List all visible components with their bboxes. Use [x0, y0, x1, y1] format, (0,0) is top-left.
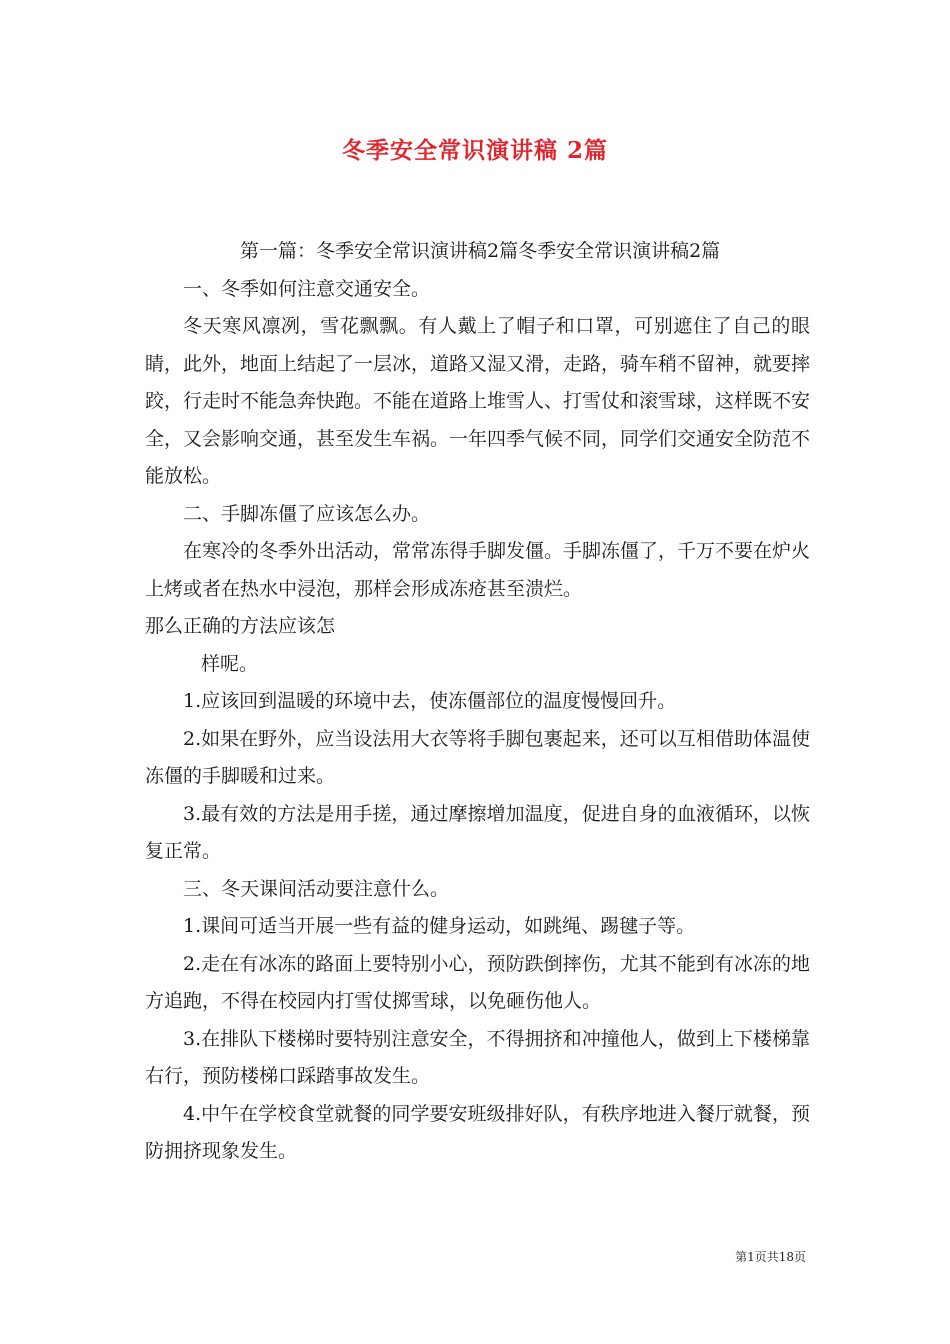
paragraph-intro: 第一篇：冬季安全常识演讲稿2篇冬季安全常识演讲稿2篇 — [240, 240, 721, 262]
list-item-wrap-limbs: 2.如果在野外，应当设法用大衣等将手脚包裹起来，还可以互相借助体温使冻僵的手脚暖和过来。 — [145, 727, 810, 787]
list-item-icy-road: 2.走在有冰冻的路面上要特别小心，预防跌倒摔伤，尤其不能到有冰冻的地方追跑，不得在校园内打雪仗掷雪球，以免砸伤他人。 — [145, 952, 810, 1012]
paragraph-question-end: 样呢。 — [201, 652, 259, 675]
page-number: 第1页共18页 — [735, 1250, 806, 1264]
list-item-canteen: 4.中午在学校食堂就餐的同学要安班级排好队，有秩序地进入餐厅就餐，预防拥挤现象发生。 — [145, 1102, 810, 1162]
section-heading-frozen-limbs: 二、手脚冻僵了应该怎么办。 — [183, 502, 431, 525]
list-item-rub-hands: 3.最有效的方法是用手搓，通过摩擦增加温度，促进自身的血液循环，以恢复正常。 — [145, 802, 810, 862]
document-body — [145, 233, 810, 1171]
paragraph-traffic: 冬天寒风凛冽，雪花飘飘。有人戴上了帽子和口罩，可别遮住了自己的眼睛，此外，地面上结起了一层冰，道路又湿又滑，走路，骑车稍不留神，就要摔跤，行走时不能急奔快跑。不能在道路上堆雪人、打雪仗和滚雪球，这样既不安全，又会影响交通，甚至发生车祸。一年四季气候不同，同学们交通安全防范不能放松。 — [145, 315, 811, 487]
section-heading-traffic: 一、冬季如何注意交通安全。 — [183, 277, 431, 300]
paragraph-frozen-limbs: 在寒冷的冬季外出活动，常常冻得手脚发僵。手脚冻僵了，千万不要在炉火上烤或者在热水中浸泡，那样会形成冻疮甚至溃烂。 — [145, 540, 811, 600]
paragraph-question-start: 那么正确的方法应该怎 — [145, 615, 336, 637]
document-title: 冬季安全常识演讲稿 2篇 — [341, 137, 608, 164]
list-item-warm-environment: 1.应该回到温暖的环境中去，使冻僵部位的温度慢慢回升。 — [183, 690, 677, 712]
section-heading-recess: 三、冬天课间活动要注意什么。 — [183, 877, 450, 900]
list-item-exercise: 1.课间可适当开展一些有益的健身运动，如跳绳、踢毽子等。 — [183, 915, 696, 937]
list-item-stairs: 3.在排队下楼梯时要特别注意安全，不得拥挤和冲撞他人，做到上下楼梯靠右行，预防楼梯口踩踏事故发生。 — [145, 1027, 810, 1087]
